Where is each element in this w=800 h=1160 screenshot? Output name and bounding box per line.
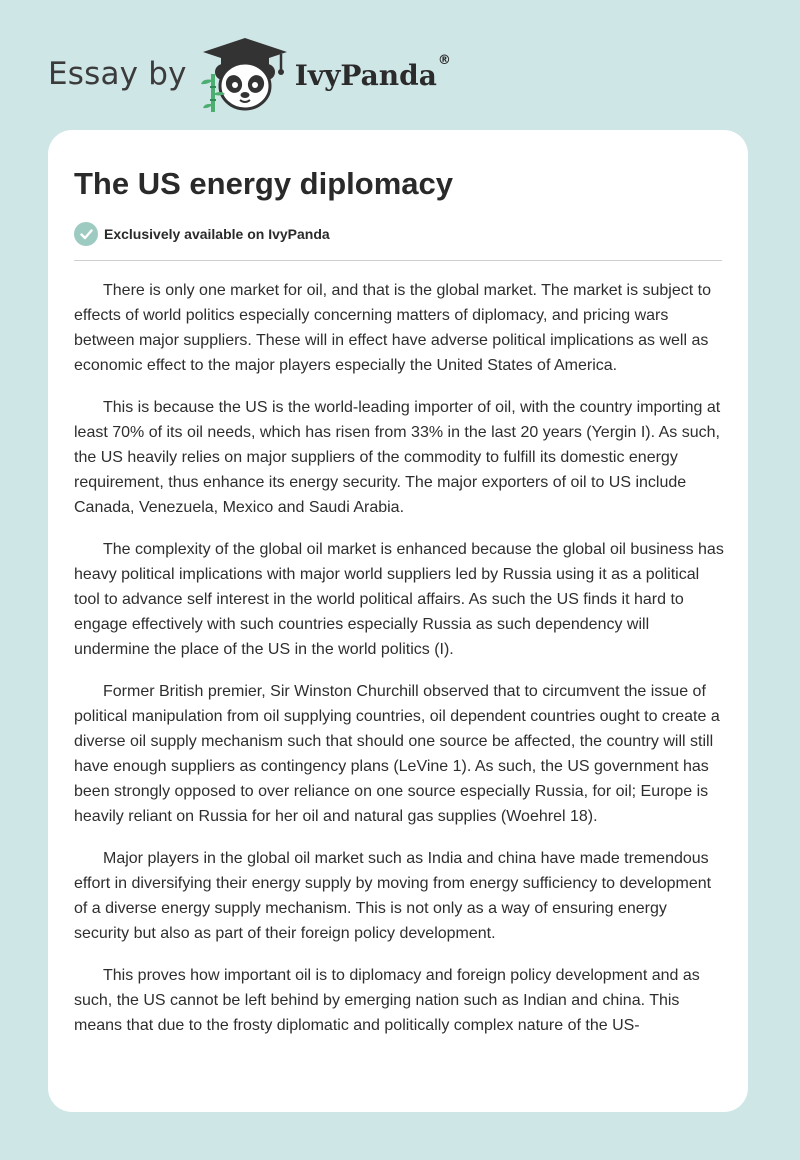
paragraph: This proves how important oil is to diplomacy and foreign policy development and as such, the US cannot be left behind by emerging nation such as Indian and china. This means that due to the frosty diplomatic and politically complex nature of the US- [74,967,700,1034]
essay-body [74,278,726,1055]
paragraph: There is only one market for oil, and that is the global market. The market is subject to effects of world politics especially concerning matters of diplomacy, and pricing wars between major suppliers. These will in effect have adverse political implications as well as economic effect to the major players especially the United States of America. [74,282,711,374]
paragraph: This is because the US is the world-leading importer of oil, with the country importing at least 70% of its oil needs, which has risen from 33% in the last 20 years (Yergin I). As such, the US heavily relies on major suppliers of the commodity to fulfill its domestic energy requirement, thus enhance its energy security. The major exporters of oil to US include Canada, Venezuela, Mexico and Saudi Arabia. [74,399,721,516]
panda-logo-icon[interactable] [199,34,291,114]
registered-mark: ® [437,52,451,68]
checkmark-icon [74,222,98,246]
site-header [48,34,451,114]
essay-card [48,130,748,1112]
page-title: The US energy diplomacy [74,166,453,201]
brand-name[interactable]: IvyPanda® [294,52,451,92]
paragraph: Former British premier, Sir Winston Churchill observed that to circumvent the issue of political manipulation from oil supplying countries, oil dependent countries ought to create a diverse oil supply mechanism such that should one source be affected, the country will still have enough suppliers as contingency plans (LeVine 1). As such, the US government has been strongly opposed to over reliance on one source especially Russia, for oil; Europe is heavily reliant on Russia for her oil and natural gas supplies (Woehrel 18). [74,683,720,825]
divider [74,260,722,261]
paragraph: Major players in the global oil market such as India and china have made tremendous effort in diversifying their energy supply by moving from energy sufficiency to development of a diverse energy supply mechanism. This is not only as a way of ensuring energy security but also as part of their foreign policy development. [74,850,712,942]
essay-by-label: Essay by [48,56,187,92]
exclusive-badge-label: Exclusively available on IvyPanda [104,226,330,242]
paragraph: The complexity of the global oil market is enhanced because the global oil business has heavy political implications with major world suppliers led by Russia using it as a political tool to advance self interest in the world political affairs. As such the US finds it hard to engage effectively with such countries especially Russia as such dependency will undermine the place of the US in the world politics (I). [74,541,724,658]
exclusive-badge [74,222,330,246]
